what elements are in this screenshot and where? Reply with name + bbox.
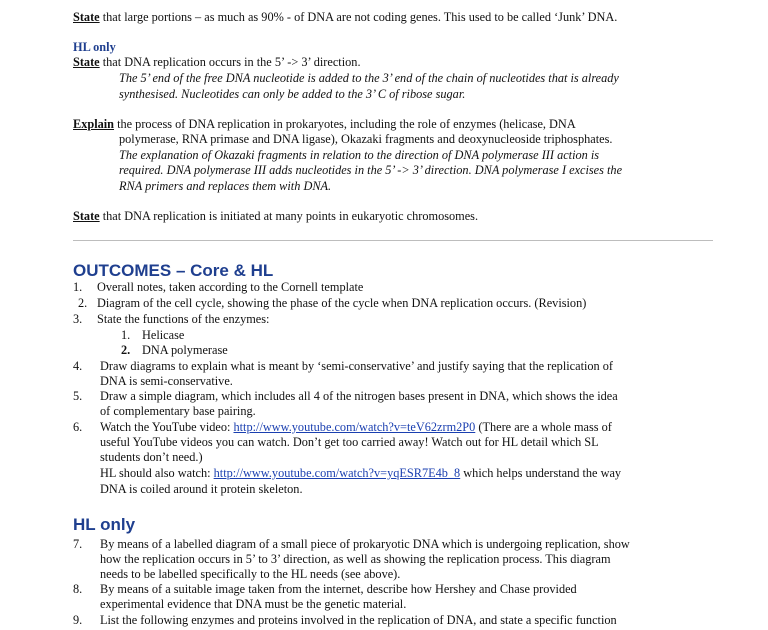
outcome-text: Diagram of the cell cycle, showing the phase of the cycle when DNA replication occurs. (Revision)	[97, 296, 587, 310]
outcome-number: 6.	[73, 420, 83, 434]
youtube-line-1	[100, 420, 612, 435]
outcome-text-line-1: By means of a labelled diagram of a small piece of prokaryotic DNA which is undergoing replication, show	[100, 537, 630, 551]
youtube-line-2: useful YouTube videos you can watch. Don’t get too carried away! Watch out for HL detail which SL	[100, 435, 599, 449]
explain-note-line-1: The explanation of Okazaki fragments in relation to the direction of DNA polymerase III action is	[119, 148, 600, 162]
outcome-text-line-3: needs to be labelled specifically to the HL needs (see above).	[100, 567, 401, 581]
outcome-number: 8.	[73, 582, 83, 596]
eukaryote-text: that DNA replication is initiated at many points in eukaryotic chromosomes.	[99, 209, 479, 223]
hl-youtube-link[interactable]: http://www.youtube.com/watch?v=yqESR7E4b_8	[213, 466, 461, 480]
outcome-text-line-2: of complementary base pairing.	[100, 404, 256, 418]
section-divider	[73, 240, 713, 241]
state-keyword: State	[73, 10, 100, 24]
hl-youtube-note: which helps understand the way	[460, 466, 622, 480]
state-keyword: State	[73, 55, 100, 69]
explain-note-line-2: required. DNA polymerase III adds nucleotides in the 5’ -> 3’ direction. DNA polymerase I excises the	[119, 163, 623, 177]
youtube-intro: Watch the YouTube video:	[100, 420, 234, 434]
outcome-number: 2.	[78, 296, 88, 310]
hl-youtube-intro: HL should also watch:	[100, 466, 214, 480]
youtube-line-5: DNA is coiled around it protein skeleton.	[100, 482, 303, 496]
outcome-text-line-1: List the following enzymes and proteins involved in the replication of DNA, and state a specific function	[100, 613, 617, 627]
hl-only-heading: HL only	[73, 515, 136, 534]
outcome-text-line-1: By means of a suitable image taken from the internet, describe how Hershey and Chase provided	[100, 582, 577, 596]
outcome-text-line-1: Draw diagrams to explain what is meant by ‘semi-conservative’ and justify saying that the replication of	[100, 359, 614, 373]
outcome-text-line-1: Draw a simple diagram, which includes all 4 of the nitrogen bases present in DNA, which shows the idea	[100, 389, 618, 403]
outcome-text-line-2: experimental evidence that DNA must be the genetic material.	[100, 597, 407, 611]
outcome-number: 4.	[73, 359, 83, 373]
outcome-number: 3.	[73, 312, 83, 326]
explain-statement	[73, 117, 576, 132]
state-keyword: State	[73, 209, 100, 223]
outcome-number: 1.	[73, 280, 83, 294]
sub-item-text: Helicase	[142, 328, 185, 342]
outcome-text-line-2: how the replication occurs in 5’ to 3’ direction, as well as showing the replication process. This diagram	[100, 552, 611, 566]
replication-direction-statement	[73, 55, 361, 70]
junk-dna-statement	[73, 10, 617, 25]
replication-note-line-2: synthesised. Nucleotides can only be added to the 3’ C of ribose sugar.	[119, 87, 466, 101]
explain-line-1: the process of DNA replication in prokaryotes, including the role of enzymes (helicase, DNA	[114, 117, 576, 131]
outcome-number: 5.	[73, 389, 83, 403]
outcome-number: 7.	[73, 537, 83, 551]
outcome-text: Overall notes, taken according to the Cornell template	[97, 280, 364, 294]
youtube-link[interactable]: http://www.youtube.com/watch?v=teV62zrm2P0	[233, 420, 476, 434]
explain-note-line-3: RNA primers and replaces them with DNA.	[119, 179, 332, 193]
sub-item-text: DNA polymerase	[142, 343, 228, 357]
outcome-number: 9.	[73, 613, 83, 627]
replication-direction-text: that DNA replication occurs in the 5’ -> 3’ direction.	[99, 55, 361, 69]
replication-note-line-1: The 5’ end of the free DNA nucleotide is added to the 3’ end of the chain of nucleotides that is already	[119, 71, 619, 85]
sub-item-number: 2.	[121, 343, 131, 357]
outcome-text-line-2: DNA is semi-conservative.	[100, 374, 233, 388]
sub-item-number: 1.	[121, 328, 131, 342]
outcomes-heading: OUTCOMES – Core & HL	[73, 261, 274, 280]
outcome-text: State the functions of the enzymes:	[97, 312, 270, 326]
explain-line-2: polymerase, RNA primase and DNA ligase), Okazaki fragments and deoxynucleoside triphosphates.	[119, 132, 613, 146]
hl-youtube-line	[100, 466, 621, 481]
eukaryote-statement	[73, 209, 478, 224]
junk-dna-text: that large portions – as much as 90% - of DNA are not coding genes. This used to be called ‘Junk’ DNA.	[99, 10, 618, 24]
hl-only-label: HL only	[73, 40, 116, 54]
youtube-note: (There are a whole mass of	[475, 420, 612, 434]
explain-keyword: Explain	[73, 117, 115, 131]
youtube-line-3: students don’t need.)	[100, 450, 203, 464]
